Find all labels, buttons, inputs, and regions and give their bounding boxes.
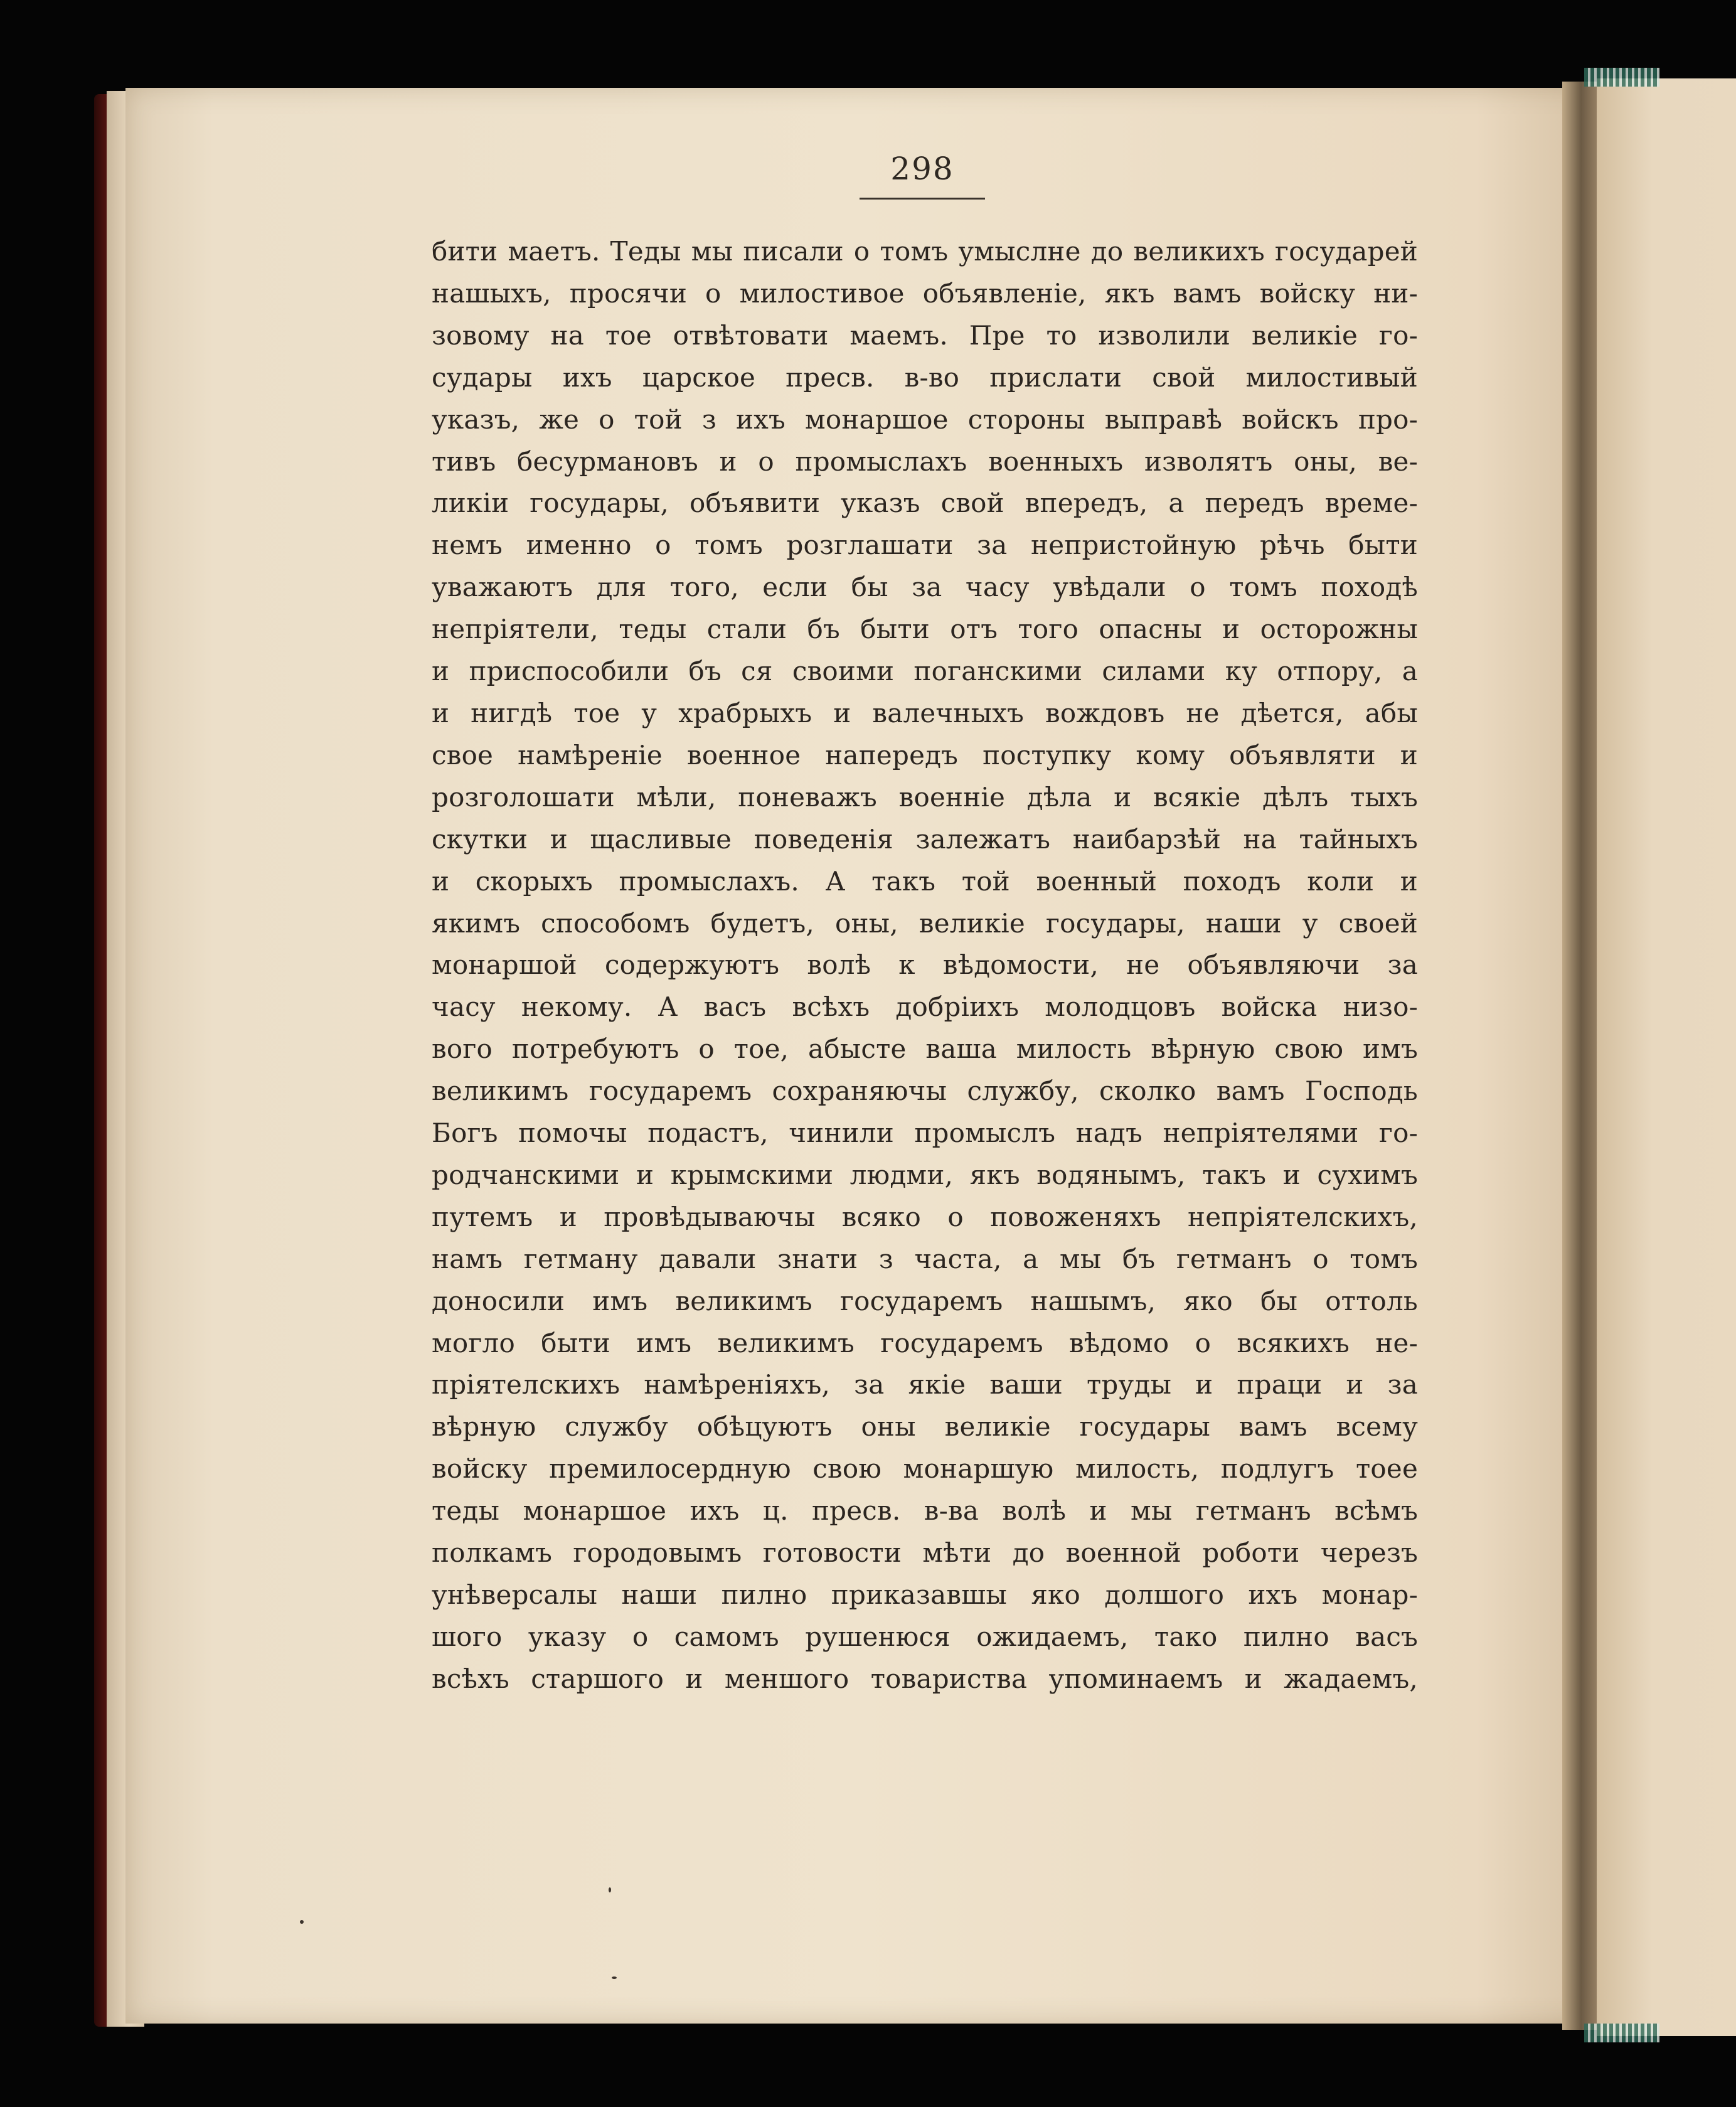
text-line: великимъ государемъ сохраняючы службу, сколко вамъ Господь: [432, 1075, 1418, 1107]
text-line: скутки и щасливые поведенія залежатъ наибарзѣй на тайныхъ: [432, 823, 1418, 855]
text-line: всѣхъ старшого и меншого товариства упоминаемъ и жадаемъ,: [432, 1663, 1418, 1694]
text-line: путемъ и провѣдываючы всяко о повоженяхъ непріятелскихъ,: [432, 1201, 1418, 1232]
text-line: ликіи государы, объявити указъ свой впередъ, а передъ време-: [432, 488, 1418, 519]
paper-speck: [300, 1920, 304, 1924]
text-line: судары ихъ царское пресв. в-во прислати свой милостивый: [432, 361, 1418, 393]
text-line: свое намѣреніе военное напередъ поступку кому объявляти и: [432, 739, 1418, 771]
text-line: родчанскими и крымскими людми, якъ водянымъ, такъ и сухимъ: [432, 1159, 1418, 1190]
spine-thread-bottom: [1584, 2024, 1659, 2042]
text-line: уважаютъ для того, если бы за часу увѣдали о томъ походѣ: [432, 572, 1418, 603]
text-line: монаршой содержуютъ волѣ к вѣдомости, не объявляючи за: [432, 949, 1418, 981]
facing-page: [1597, 78, 1736, 2036]
page-number-rule: [860, 198, 985, 200]
paper-speck: [612, 1976, 617, 1979]
text-line: непріятели, теды стали бъ быти отъ того опасны и осторожны: [432, 614, 1418, 645]
text-line: вѣрную службу обѣцуютъ оны великіе государы вамъ всему: [432, 1411, 1418, 1443]
text-line: якимъ способомъ будетъ, оны, великіе государы, наши у своей: [432, 907, 1418, 939]
text-line: пріятелскихъ намѣреніяхъ, за якіе ваши труды и праци и за: [432, 1369, 1418, 1400]
book-gutter: [1562, 82, 1600, 2030]
text-line: могло быти имъ великимъ государемъ вѣдомо о всякихъ не-: [432, 1327, 1418, 1358]
page-number: 298: [890, 151, 954, 187]
text-line: нашыхъ, просячи о милостивое объявленіе, якъ вамъ войску ни-: [432, 277, 1418, 309]
text-line: зовому на тое отвѣтовати маемъ. Пре то изволили великіе го-: [432, 319, 1418, 351]
text-line: и скорыхъ промыслахъ. А такъ той военный походъ коли и: [432, 865, 1418, 897]
text-line: и нигдѣ тое у храбрыхъ и валечныхъ вождовъ не дѣется, абы: [432, 697, 1418, 728]
text-line: доносили имъ великимъ государемъ нашымъ, яко бы оттоль: [432, 1285, 1418, 1316]
text-line: полкамъ городовымъ готовости мѣти до военной роботи черезъ: [432, 1537, 1418, 1569]
text-line: войску премилосердную свою монаршую милость, подлугъ тоее: [432, 1453, 1418, 1485]
text-line: розголошати мѣли, поневажъ военніе дѣла и всякіе дѣлъ тыхъ: [432, 781, 1418, 813]
text-line: унѣверсалы наши пилно приказавшы яко долшого ихъ монар-: [432, 1579, 1418, 1610]
text-line: вого потребуютъ о тое, абысте ваша милость вѣрную свою имъ: [432, 1033, 1418, 1065]
text-line: и приспособили бъ ся своими поганскими силами ку отпору, а: [432, 656, 1418, 687]
spine-thread-top: [1584, 68, 1659, 87]
text-line: намъ гетману давали знати з часта, а мы бъ гетманъ о томъ: [432, 1243, 1418, 1274]
text-line: часу некому. А васъ всѣхъ добріихъ молодцовъ войска низо-: [432, 991, 1418, 1023]
text-line: указъ, же о той з ихъ монаршое стороны выправѣ войскъ про-: [432, 403, 1418, 435]
text-line: тивъ бесурмановъ и о промыслахъ военныхъ изволятъ оны, ве-: [432, 445, 1418, 477]
text-line: теды монаршое ихъ ц. пресв. в-ва волѣ и мы гетманъ всѣмъ: [432, 1495, 1418, 1527]
body-text: [432, 231, 1418, 1700]
text-line: шого указу о самомъ рушенюся ожидаемъ, тако пилно васъ: [432, 1621, 1418, 1652]
paper-speck: [609, 1887, 611, 1892]
text-line: немъ именно о томъ розглашати за непристойную рѣчь быти: [432, 530, 1418, 561]
text-line: Богъ помочы подастъ, чинили промыслъ надъ непріятелями го-: [432, 1118, 1418, 1149]
text-line: бити маетъ. Теды мы писали о томъ умыслне до великихъ государей: [432, 236, 1418, 267]
